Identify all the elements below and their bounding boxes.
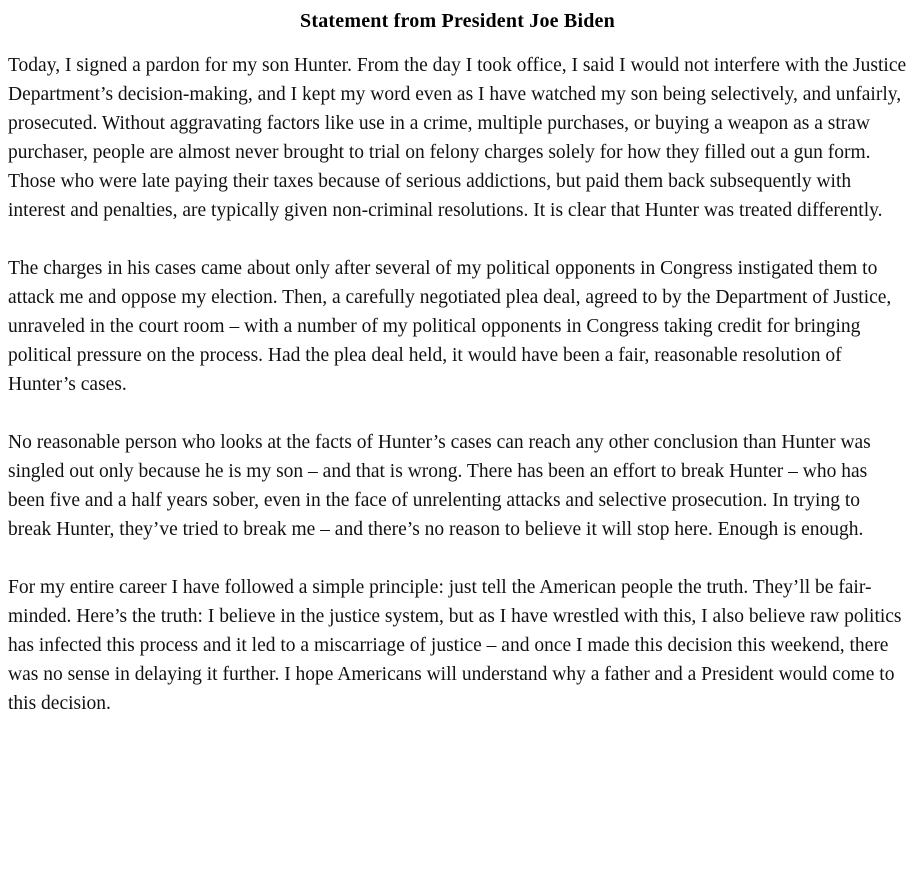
statement-body [8, 51, 907, 718]
page-title: Statement from President Joe Biden [300, 10, 615, 32]
statement-paragraph: For my entire career I have followed a simple principle: just tell the American people the truth. They’ll be fair-minded. Here’s the truth: I believe in the justice system, but as I have wrestled with this, I also believe raw politics has infected this process and it led to a miscarriage of justice – and once I made this decision this weekend, there was no sense in delaying it further. I hope Americans will understand why a father and a President would come to this decision. [8, 577, 902, 714]
statement-paragraph: No reasonable person who looks at the facts of Hunter’s cases can reach any other conclusion than Hunter was singled out only because he is my son – and that is wrong. There has been an effort to break Hunter – who has been five and a half years sober, even in the face of unrelenting attacks and selective prosecution. In trying to break Hunter, they’ve tried to break me – and there’s no reason to believe it will stop here. Enough is enough. [8, 432, 871, 540]
statement-paragraph: Today, I signed a pardon for my son Hunter. From the day I took office, I said I would not interfere with the Justice Department’s decision-making, and I kept my word even as I have watched my son being selectively, and unfairly, prosecuted. Without aggravating factors like use in a crime, multiple purchases, or buying a weapon as a straw purchaser, people are almost never brought to trial on felony charges solely for how they filled out a gun form. Those who were late paying their taxes because of serious addictions, but paid them back subsequently with interest and penalties, are typically given non-criminal resolutions. It is clear that Hunter was treated differently. [8, 55, 907, 221]
statement-paragraph: The charges in his cases came about only after several of my political opponents in Congress instigated them to attack me and oppose my election. Then, a carefully negotiated plea deal, agreed to by the Department of Justice, unraveled in the court room – with a number of my political opponents in Congress taking credit for bringing political pressure on the process. Had the plea deal held, it would have been a fair, reasonable resolution of Hunter’s cases. [8, 258, 892, 395]
